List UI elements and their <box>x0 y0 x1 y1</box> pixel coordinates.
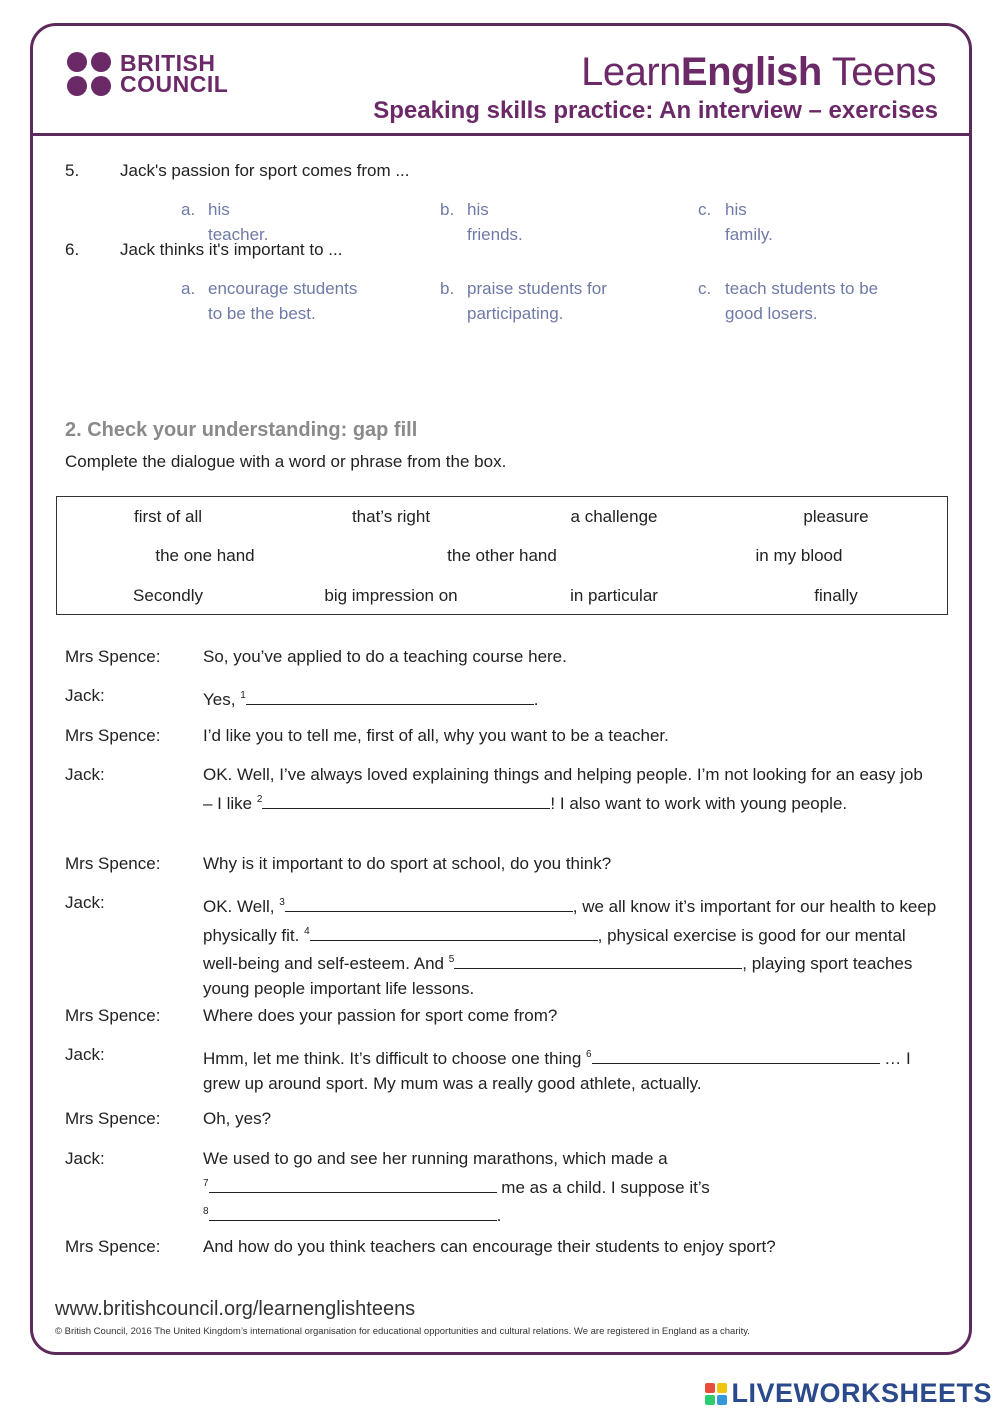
british-council-logo <box>67 52 228 96</box>
word-option: Secondly <box>133 586 203 605</box>
line-text: So, you’ve applied to do a teaching course here. <box>203 647 567 666</box>
gap-4-input[interactable] <box>310 925 598 941</box>
gap-8-input[interactable] <box>209 1205 497 1221</box>
speaker: Jack: <box>65 893 105 912</box>
line-text: And how do you think teachers can encourage their students to enjoy sport? <box>203 1237 776 1256</box>
page-title: Speaking skills practice: An interview – exercises <box>373 97 938 124</box>
speaker: Mrs Spence: <box>65 726 161 745</box>
speaker: Mrs Spence: <box>65 1237 161 1256</box>
org-line2: COUNCIL <box>120 71 229 97</box>
section-instruction: Complete the dialogue with a word or phrase from the box. <box>65 452 507 471</box>
q6-option-b[interactable]: b. praise students for participating. <box>440 279 607 323</box>
line-text: Where does your passion for sport come from? <box>203 1006 558 1025</box>
org-line1: BRITISH <box>120 50 216 76</box>
question-stem: Jack thinks it's important to ... <box>120 240 343 259</box>
liveworksheets-watermark <box>705 1378 992 1409</box>
line-text: Oh, yes? <box>203 1109 272 1128</box>
line-text: I’d like you to tell me, first of all, why you want to be a teacher. <box>203 726 669 745</box>
line-text: Why is it important to do sport at school, do you think? <box>203 854 612 873</box>
speaker: Mrs Spence: <box>65 647 161 666</box>
word-option: pleasure <box>803 507 869 526</box>
gap-1-input[interactable] <box>246 689 534 705</box>
q6-option-c[interactable]: c. teach students to be good losers. <box>698 279 879 323</box>
word-option: a challenge <box>570 507 658 526</box>
section-title: 2. Check your understanding: gap fill <box>65 419 418 441</box>
word-option: in my blood <box>755 546 843 565</box>
question-number: 6. <box>65 240 80 259</box>
speaker: Jack: <box>65 1045 105 1064</box>
word-option: first of all <box>133 507 203 526</box>
gap-5-input[interactable] <box>454 953 742 969</box>
liveworksheets-logo-icon <box>705 1383 727 1405</box>
watermark-text: LIVEWORKSHEETS <box>731 1378 992 1408</box>
word-option: the other hand <box>447 546 557 565</box>
header-divider <box>33 133 970 136</box>
speaker: Jack: <box>65 686 105 705</box>
british-council-dots-icon <box>67 52 111 96</box>
word-box <box>56 496 948 615</box>
gap-6-input[interactable] <box>592 1048 880 1064</box>
footer-url[interactable]: www.britishcouncil.org/learnenglishteens <box>55 1298 416 1320</box>
gap-3-input[interactable] <box>285 896 573 912</box>
word-option: the one hand <box>155 546 255 565</box>
word-option: big impression on <box>324 586 458 605</box>
footer-copyright: © British Council, 2016 The United Kingdom’s international organisation for educational opportunities and cultural relations. We are registered in England as a charity. <box>55 1326 750 1337</box>
speaker: Jack: <box>65 765 105 784</box>
learnenglish-teens-logo: LearnEnglish Teens <box>581 50 936 94</box>
speaker: Mrs Spence: <box>65 1109 161 1128</box>
word-option: in particular <box>570 586 658 605</box>
q6-option-a[interactable]: a. encourage students to be the best. <box>181 279 358 323</box>
gap-2-input[interactable] <box>262 793 550 809</box>
speaker: Mrs Spence: <box>65 854 161 873</box>
gap-7-input[interactable] <box>209 1177 497 1193</box>
word-option: finally <box>814 586 858 605</box>
speaker: Mrs Spence: <box>65 1006 161 1025</box>
question-stem: Jack's passion for sport comes from ... <box>120 161 410 180</box>
word-option: that’s right <box>351 507 431 526</box>
question-number: 5. <box>65 161 80 180</box>
speaker: Jack: <box>65 1149 105 1168</box>
